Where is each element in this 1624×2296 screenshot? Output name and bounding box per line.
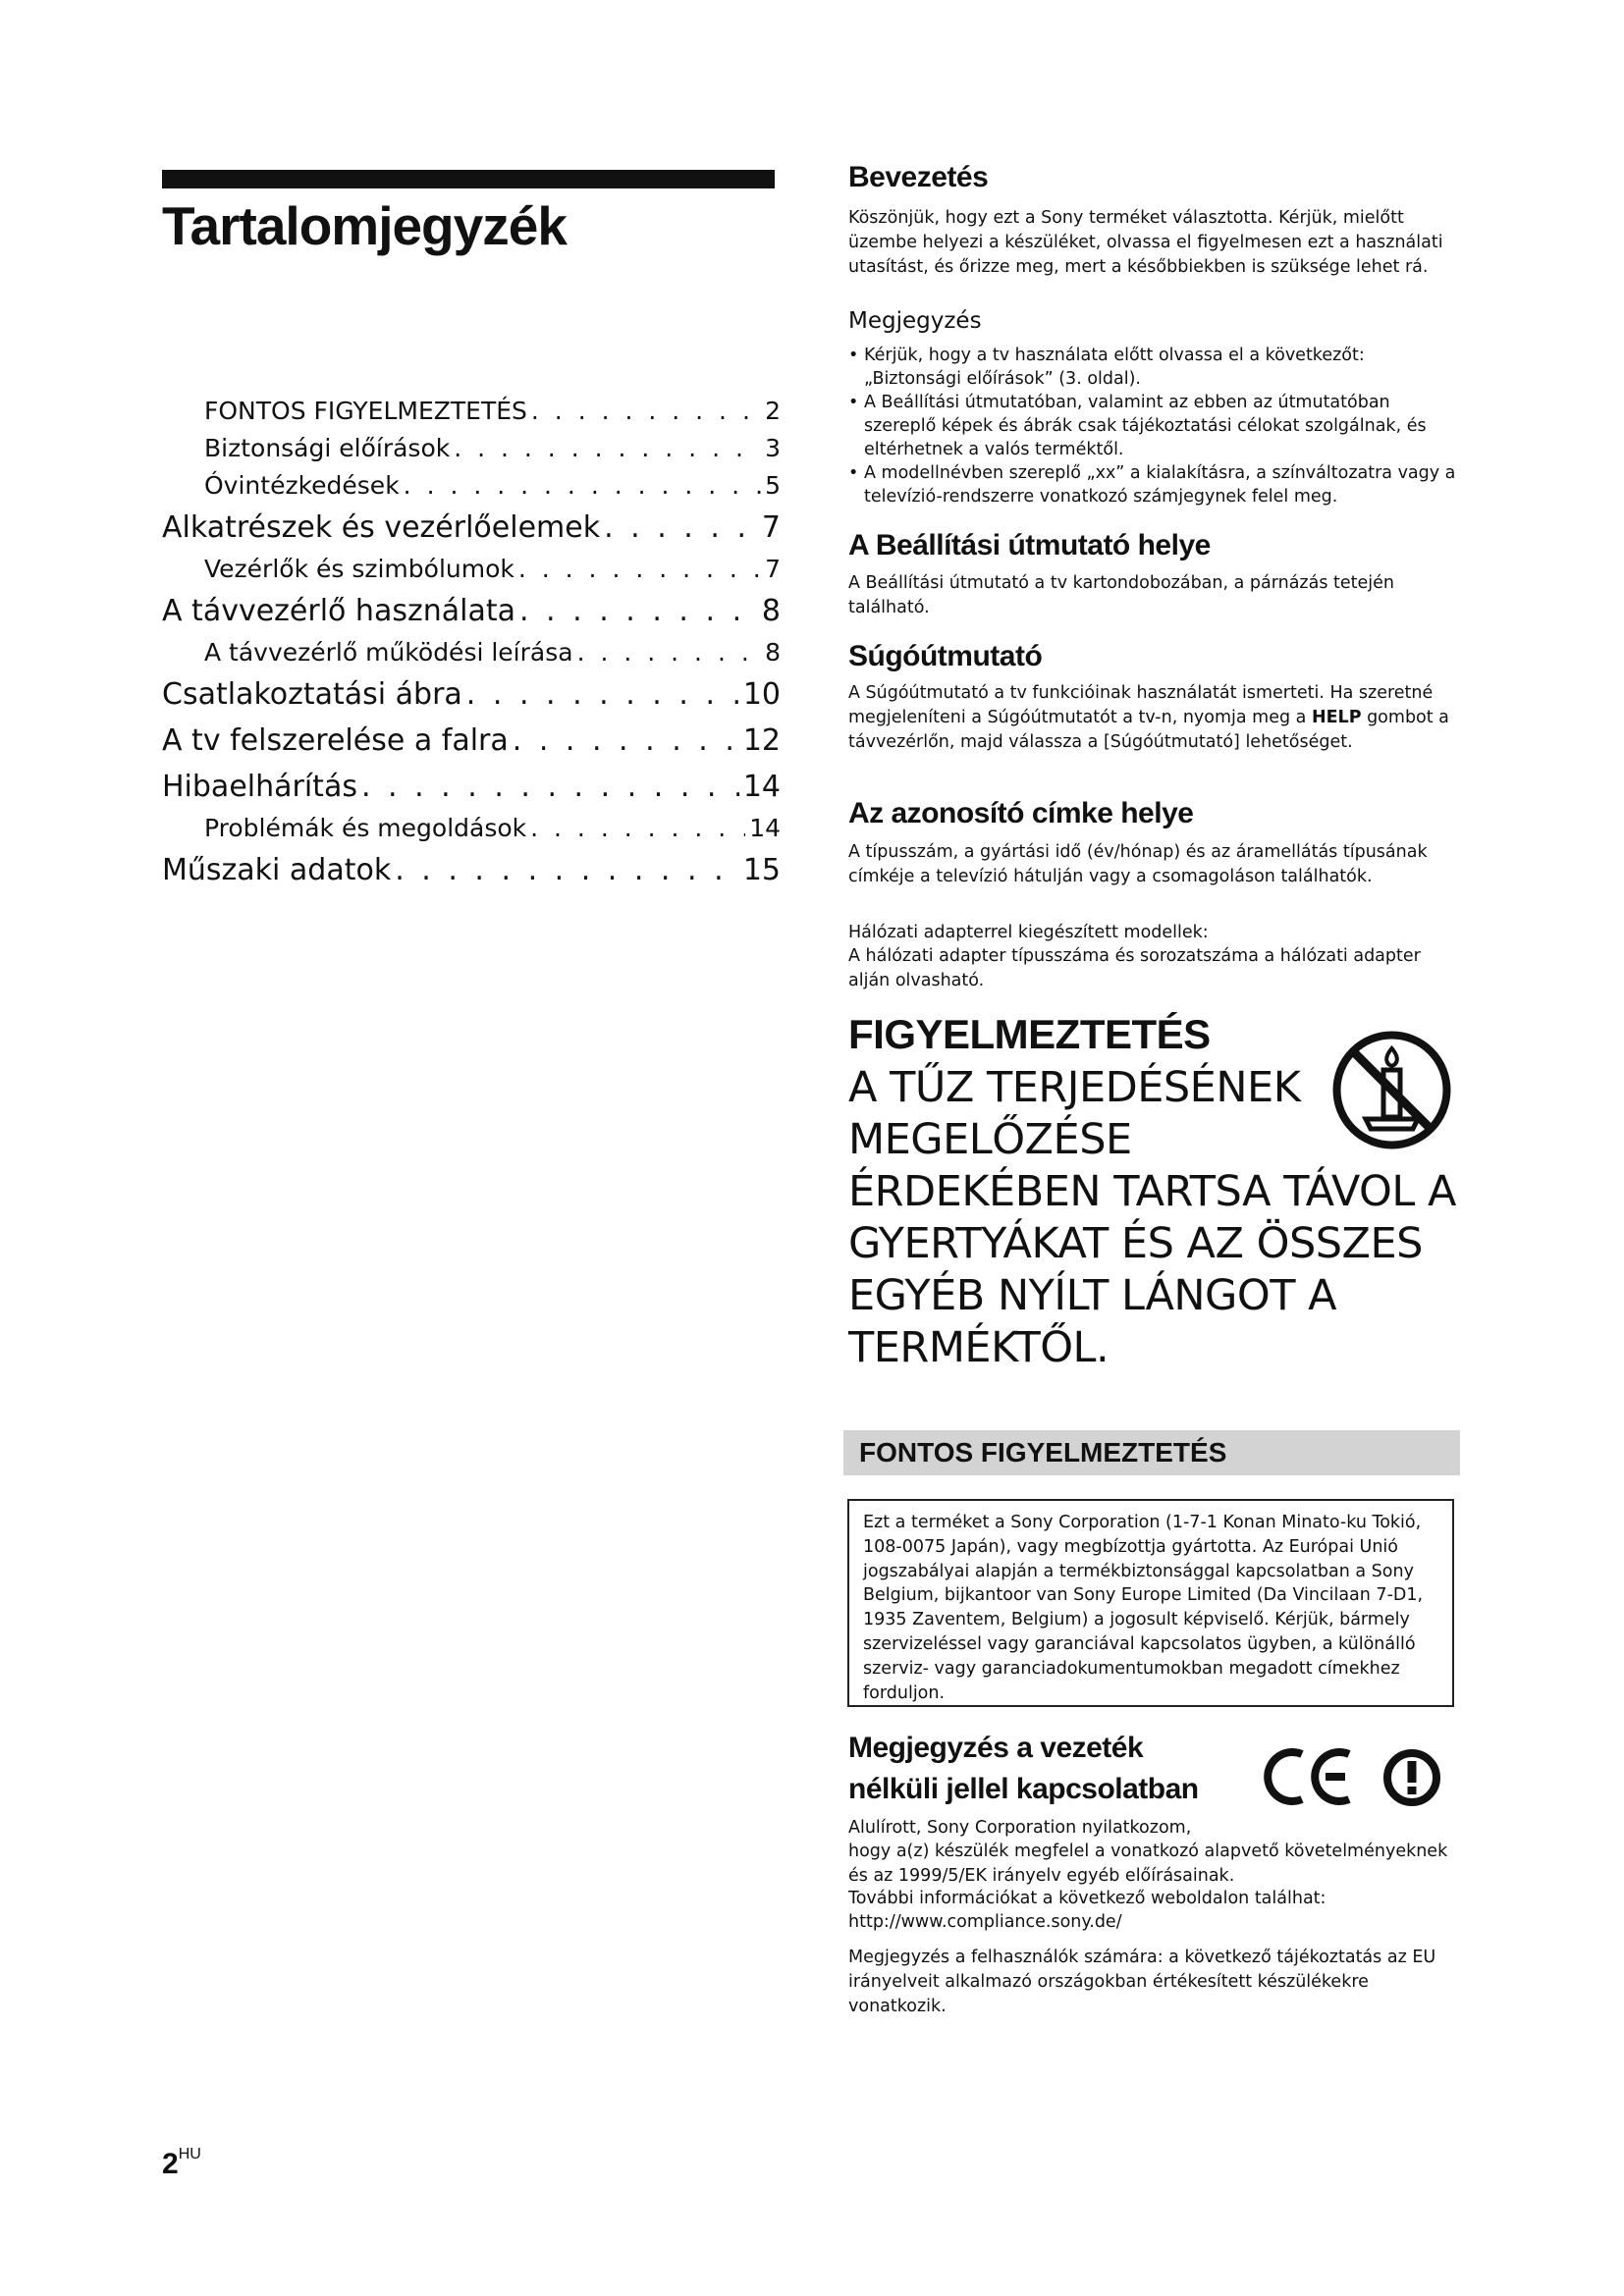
toc-entry[interactable]: A távvezérlő működési leírása . . . 8 (162, 634, 781, 671)
setup-guide-heading: A Beállítási útmutató helye (848, 529, 1211, 561)
help-guide-text: A Súgóútmutató a tv funkcióinak használatát ismerteti. Ha szeretné megjeleníteni a Súgóútmutatót a tv-n, nyomja meg a HELP gombot a távvezérlőn, majd válassza a [Súgóútmutató] lehetőséget. (848, 683, 1449, 752)
toc-entry[interactable]: FONTOS FIGYELMEZTETÉS . . . 2 (162, 393, 781, 430)
ce-mark-icon (1259, 1742, 1357, 1811)
page-lang: HU (178, 2146, 201, 2163)
warning-body: A TŰZ TERJEDÉSÉNEK MEGELŐZÉSE ÉRDEKÉBEN TARTSA TÁVOL A GYERTYÁKAT ÉS AZ ÖSSZES EGYÉB NYÍLT LÁNGOT A TERMÉKTŐL. (848, 1063, 1456, 1372)
wireless-heading-line1: Megjegyzés a vezeték (848, 1732, 1144, 1764)
toc-entry[interactable]: A távvezérlő használata . . . 8 (162, 588, 781, 634)
note-heading: Megjegyzés (848, 308, 982, 334)
note-item: • A Beállítási útmutatóban, valamint az ebben az útmutatóban szereplő képek és ábrák csak tájékoztatási célokat szolgálnak, és eltérhetnek a valós terméktől. (848, 391, 1462, 461)
adapter-line1: Hálózati adapterrel kiegészített modellek: (848, 923, 1209, 942)
important-notice-box: Ezt a terméket a Sony Corporation (1-7-1 Konan Minato-ku Tokió, 108-0075 Japán), vagy megbízottja gyártotta. Az Európai Unió jogszabályai alapján a termékbiztonsággal kapcsolatban a Sony Belgium, bijkantoor van Sony Europe Limited (Da Vincilaan 7-D1, 1935 Zaventem, Belgium) a jogosult képviselő. Kérjük, bármely szervizeléssel vagy garanciával kapcsolatos ügyben, a különálló szerviz- vagy garanciadokumentumokban megadott címekhez forduljon. (847, 1499, 1454, 1707)
note-list (848, 344, 1462, 508)
important-notice-header (843, 1430, 1460, 1475)
toc-title-rule (162, 170, 775, 188)
help-key: HELP (1311, 708, 1362, 727)
page-number: $2^{HU}$ (162, 2146, 201, 2180)
intro-heading: Bevezetés (848, 161, 989, 193)
wireless-heading-line2: nélküli jellel kapcsolatban (848, 1773, 1199, 1805)
toc-entry[interactable]: Vezérlők és szimbólumok . . . 7 (162, 551, 781, 588)
table-of-contents (162, 393, 781, 893)
toc-entry[interactable]: A tv felszerelése a falra . . . 12 (162, 718, 781, 764)
setup-guide-text: A Beállítási útmutató a tv kartondobozában, a párnázás tetején található. (848, 573, 1395, 617)
alert-circle-icon (1382, 1748, 1441, 1807)
wireless-line3: További információkat a következő weboldalon találhat: (848, 1889, 1326, 1908)
toc-entry[interactable]: Hibaelhárítás . . . 14 (162, 764, 781, 810)
toc-title: Tartalomjegyzék (162, 195, 567, 256)
important-notice-heading: FONTOS FIGYELMEZTETÉS (859, 1437, 1227, 1468)
adapter-line2: A hálózati adapter típusszáma és sorozatszáma a hálózati adapter alján olvasható. (848, 946, 1421, 990)
intro-text: Köszönjük, hogy ezt a Sony terméket választotta. Kérjük, mielőtt üzembe helyezi a készüléket, olvassa el figyelmesen ezt a használati utasítást, és őrizze meg, mert a későbbiekben is szüksége lehet rá. (848, 208, 1443, 277)
toc-entry[interactable]: Biztonsági előírások . . . 3 (162, 430, 781, 467)
toc-entry[interactable]: Problémák és megoldások . . . 14 (162, 810, 781, 847)
wireless-line1: Alulírott, Sony Corporation nyilatkozom, (848, 1818, 1192, 1838)
wireless-line2: hogy a(z) készülék megfelel a vonatkozó alapvető követelményeknek és az 1999/5/EK irányelv egyéb előírásainak. (848, 1842, 1448, 1886)
warning-title: FIGYELMEZTETÉS (848, 1011, 1211, 1057)
note-item: • A modellnévben szereplő „xx” a kialakításra, a színváltozatra vagy a televízió-rendszerre vonatkozó számjegynek felel meg. (848, 461, 1462, 508)
compliance-link[interactable]: http://www.compliance.sony.de/ (848, 1912, 1122, 1932)
label-location-heading: Az azonosító címke helye (848, 797, 1194, 829)
wireless-note: Megjegyzés a felhasználók számára: a következő tájékoztatás az EU irányelveit alkalmazó országokban értékesített készülékekre vonatkozik. (848, 1948, 1436, 2016)
toc-entry[interactable]: Alkatrészek és vezérlőelemek . . . 7 (162, 505, 781, 551)
help-guide-heading: Súgóútmutató (848, 640, 1043, 672)
label-location-text: A típusszám, a gyártási idő (év/hónap) és az áramellátás típusának címkéje a televízió hátulján vagy a csomagoláson találhatók. (848, 842, 1428, 886)
toc-entry[interactable]: Csatlakoztatási ábra . . . 10 (162, 671, 781, 718)
toc-entry[interactable]: Óvintézkedések . . . 5 (162, 467, 781, 505)
note-item: • Kérjük, hogy a tv használata előtt olvassa el a következőt: „Biztonsági előírások” (3. oldal). (848, 344, 1462, 391)
no-candle-icon (1330, 1029, 1453, 1151)
toc-entry[interactable]: Műszaki adatok . . . 15 (162, 847, 781, 893)
